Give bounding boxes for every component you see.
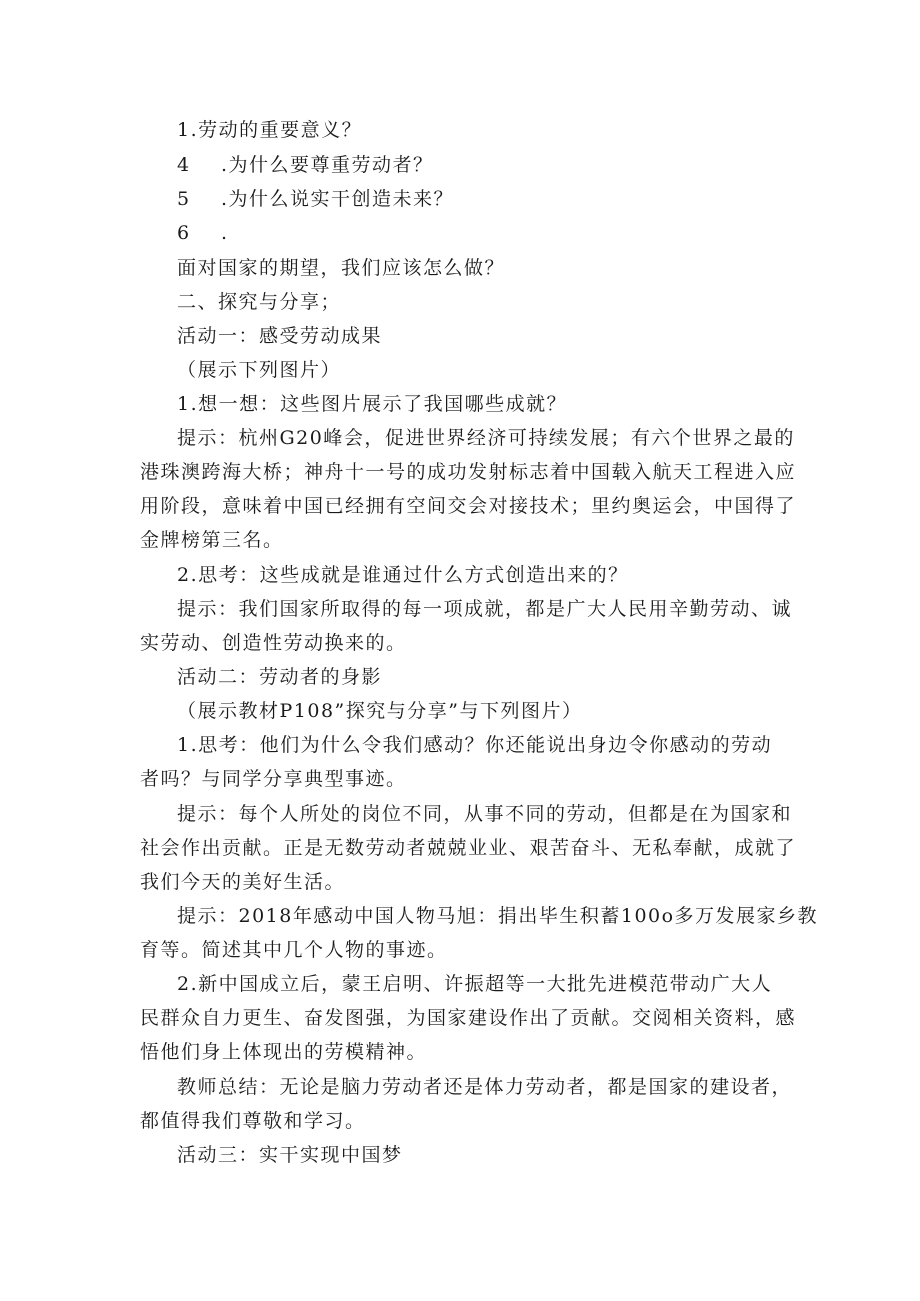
- question-1: 1.劳动的重要意义？: [177, 119, 363, 141]
- activity-1-question-2: 2.思考：这些成就是谁通过什么方式创造出来的？: [177, 564, 629, 586]
- activity-2-hint-2-line: 育等。简述其中几个人物的事迹。: [140, 939, 448, 961]
- activity-1-hint-1-line: 港珠澳跨海大桥；神舟十一号的成功发射标志着中国载入航天工程进入应: [140, 461, 797, 483]
- activity-1-title: 活动一：感受劳动成果: [177, 325, 383, 347]
- activity-2-title: 活动二：劳动者的身影: [177, 666, 383, 688]
- activity-2-hint-2-line: 提示：2018年感动中国人物马旭：捐出毕生积蓄100o多万发展家乡教: [177, 905, 819, 927]
- activity-2-hint-1-line: 提示：每个人所处的岗位不同，从事不同的劳动，但都是在为国家和: [177, 803, 793, 825]
- teacher-summary-line: 都值得我们尊敬和学习。: [140, 1110, 366, 1132]
- activity-1-hint-2-line: 实劳动、创造性劳动换来的。: [140, 632, 407, 654]
- question-number: 4: [177, 154, 191, 176]
- activity-2-hint-1-line: 社会作出贡献。正是无数劳动者兢兢业业、艰苦奋斗、无私奉献，成就了: [140, 837, 797, 859]
- activity-3-title: 活动三：实干实现中国梦: [177, 1144, 403, 1166]
- question-4: 4 .为什么要尊重劳动者？: [177, 154, 434, 176]
- question-5: 5 .为什么说实干创造未来？: [177, 188, 455, 210]
- activity-2-show: （展示教材P108”探究与分享”与下列图片）: [177, 700, 583, 722]
- activity-2-hint-1-line: 我们今天的美好生活。: [140, 871, 346, 893]
- activity-2-question-2-line: 2.新中国成立后，蒙王启明、许振超等一大批先进模范带动广大人: [177, 973, 773, 995]
- activity-2-question-1-line: 者吗？与同学分享典型事迹。: [140, 768, 407, 790]
- activity-1-hint-2-line: 提示：我们国家所取得的每一项成就，都是广大人民用辛勤劳动、诚: [177, 598, 793, 620]
- activity-1-hint-1-line: 用阶段，意味着中国已经拥有空间交会对接技术；里约奥运会，中国得了: [140, 495, 797, 517]
- activity-1-show: （展示下列图片）: [177, 359, 342, 381]
- question-number: 6: [177, 222, 191, 244]
- question-6: 6 .: [177, 222, 229, 244]
- activity-2-question-1-line: 1.思考：他们为什么令我们感动？你还能说出身边令你感动的劳动: [177, 734, 773, 756]
- activity-1-question-1: 1.想一想：这些图片展示了我国哪些成就？: [177, 393, 568, 415]
- activity-1-hint-1-line: 金牌榜第三名。: [140, 529, 284, 551]
- question-face-country: 面对国家的期望，我们应该怎么做？: [177, 257, 506, 279]
- activity-1-hint-1-line: 提示：杭州G20峰会，促进世界经济可持续发展；有六个世界之最的: [177, 427, 795, 449]
- activity-2-question-2-line: 悟他们身上体现出的劳模精神。: [140, 1041, 428, 1063]
- activity-2-question-2-line: 民群众自力更生、奋发图强，为国家建设作出了贡献。交阅相关资料，感: [140, 1007, 797, 1029]
- teacher-summary-line: 教师总结：无论是脑力劳动者还是体力劳动者，都是国家的建设者，: [177, 1076, 793, 1098]
- section-heading: 二、探究与分享；: [177, 291, 342, 313]
- question-number: 5: [177, 188, 191, 210]
